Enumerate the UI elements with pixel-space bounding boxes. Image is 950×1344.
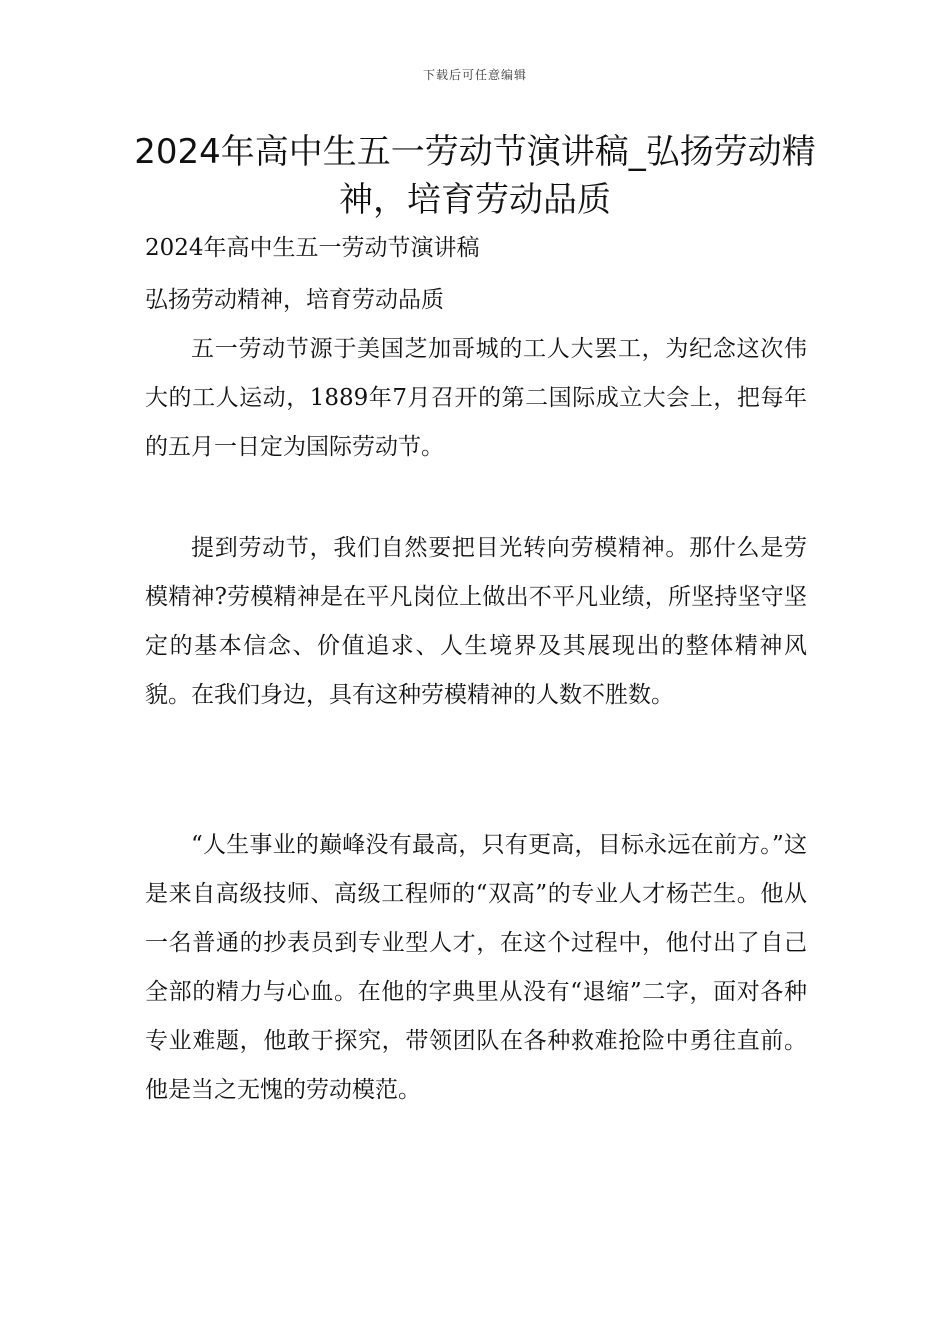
- paragraph-origin-of-may-day: 五一劳动节源于美国芝加哥城的工人大罢工，为纪念这次伟大的工人运动，1889年7月召开的第二国际成立大会上，把每年的五月一日定为国际劳动节。: [145, 336, 807, 460]
- paragraph-yang-mangsheng: “人生事业的巅峰没有最高，只有更高，目标永远在前方。”这是来自高级技师、高级工程师的“双高”的专业人才杨芒生。他从一名普通的抄表员到专业型人才，在这个过程中，他付出了自己全部的精力与心血。在他的字典里从没有“退缩”二字，面对各种专业难题，他敢于探究，带领团队在各种救难抢险中勇往直前。他是当之无愧的劳动模范。: [145, 832, 807, 1103]
- subtitle-line-1: 2024年高中生五一劳动节演讲稿: [145, 235, 480, 261]
- document-title: 2024年高中生五一劳动节演讲稿_弘扬劳动精神，培育劳动品质: [134, 132, 816, 220]
- page-header-note: 下载后可任意编辑: [422, 68, 527, 82]
- paragraph-model-worker-spirit: 提到劳动节，我们自然要把目光转向劳模精神。那什么是劳模精神?劳模精神是在平凡岗位上做出不平凡业绩，所坚持坚守坚定的基本信念、价值追求、人生境界及其展现出的整体精神风貌。在我们身边，具有这种劳模精神的人数不胜数。: [145, 535, 807, 708]
- subtitle-line-2: 弘扬劳动精神，培育劳动品质: [145, 287, 444, 313]
